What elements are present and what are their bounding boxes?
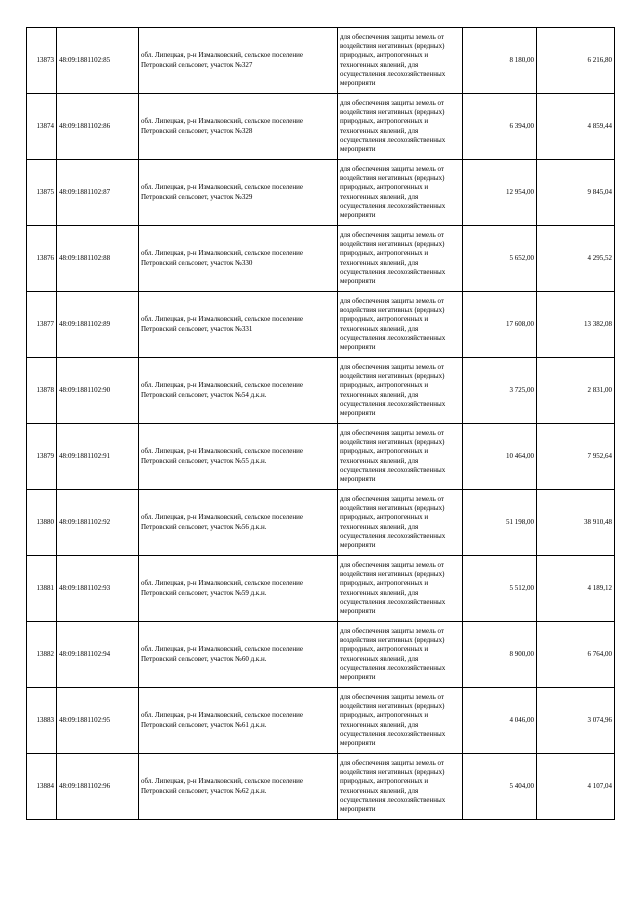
row-number: 13877 [27, 292, 57, 358]
cadastral-number: 48:09:1881102:85 [57, 28, 139, 94]
value-primary: 8 180,00 [463, 28, 537, 94]
table-body [27, 28, 615, 820]
value-secondary: 4 859,44 [537, 94, 615, 160]
value-primary: 17 608,00 [463, 292, 537, 358]
table-row [27, 622, 615, 688]
plot-address: обл. Липецкая, р-н Измалковский, сельское поселение Петровский сельсовет, участок №330 [139, 226, 338, 292]
plot-address: обл. Липецкая, р-н Измалковский, сельское поселение Петровский сельсовет, участок №62 д.к.н. [139, 754, 338, 820]
cadastral-number: 48:09:1881102:94 [57, 622, 139, 688]
table-row [27, 556, 615, 622]
plot-address: обл. Липецкая, р-н Измалковский, сельское поселение Петровский сельсовет, участок №60 д.к.н. [139, 622, 338, 688]
plot-purpose: для обеспечения защиты земель от воздействия негативных (вредных) природных, антропогенных и техногенных явлений, для осуществления лесохозяйственных мероприяти [338, 160, 463, 226]
plot-purpose: для обеспечения защиты земель от воздействия негативных (вредных) природных, антропогенных и техногенных явлений, для осуществления лесохозяйственных мероприяти [338, 28, 463, 94]
row-number: 13873 [27, 28, 57, 94]
value-secondary: 4 189,12 [537, 556, 615, 622]
value-primary: 51 198,00 [463, 490, 537, 556]
plot-address: обл. Липецкая, р-н Измалковский, сельское поселение Петровский сельсовет, участок №56 д.к.н. [139, 490, 338, 556]
cadastral-number: 48:09:1881102:90 [57, 358, 139, 424]
plot-purpose: для обеспечения защиты земель от воздействия негативных (вредных) природных, антропогенных и техногенных явлений, для осуществления лесохозяйственных мероприяти [338, 424, 463, 490]
value-primary: 4 046,00 [463, 688, 537, 754]
row-number: 13874 [27, 94, 57, 160]
value-primary: 5 652,00 [463, 226, 537, 292]
plot-address: обл. Липецкая, р-н Измалковский, сельское поселение Петровский сельсовет, участок №55 д.к.н. [139, 424, 338, 490]
plot-purpose: для обеспечения защиты земель от воздействия негативных (вредных) природных, антропогенных и техногенных явлений, для осуществления лесохозяйственных мероприяти [338, 292, 463, 358]
row-number: 13884 [27, 754, 57, 820]
cadastral-number: 48:09:1881102:88 [57, 226, 139, 292]
value-primary: 5 512,00 [463, 556, 537, 622]
plot-purpose: для обеспечения защиты земель от воздействия негативных (вредных) природных, антропогенных и техногенных явлений, для осуществления лесохозяйственных мероприяти [338, 358, 463, 424]
row-number: 13876 [27, 226, 57, 292]
value-primary: 10 464,00 [463, 424, 537, 490]
cadastral-number: 48:09:1881102:91 [57, 424, 139, 490]
row-number: 13882 [27, 622, 57, 688]
value-primary: 5 404,00 [463, 754, 537, 820]
row-number: 13878 [27, 358, 57, 424]
value-secondary: 4 295,52 [537, 226, 615, 292]
plot-purpose: для обеспечения защиты земель от воздействия негативных (вредных) природных, антропогенных и техногенных явлений, для осуществления лесохозяйственных мероприяти [338, 688, 463, 754]
cadastral-number: 48:09:1881102:93 [57, 556, 139, 622]
row-number: 13881 [27, 556, 57, 622]
table-row [27, 292, 615, 358]
plot-address: обл. Липецкая, р-н Измалковский, сельское поселение Петровский сельсовет, участок №327 [139, 28, 338, 94]
row-number: 13879 [27, 424, 57, 490]
row-number: 13880 [27, 490, 57, 556]
value-secondary: 4 107,04 [537, 754, 615, 820]
plot-purpose: для обеспечения защиты земель от воздействия негативных (вредных) природных, антропогенных и техногенных явлений, для осуществления лесохозяйственных мероприяти [338, 622, 463, 688]
value-secondary: 38 910,48 [537, 490, 615, 556]
value-secondary: 6 764,00 [537, 622, 615, 688]
value-secondary: 2 831,00 [537, 358, 615, 424]
plot-purpose: для обеспечения защиты земель от воздействия негативных (вредных) природных, антропогенных и техногенных явлений, для осуществления лесохозяйственных мероприяти [338, 226, 463, 292]
table-row [27, 358, 615, 424]
table-row [27, 28, 615, 94]
plot-address: обл. Липецкая, р-н Измалковский, сельское поселение Петровский сельсовет, участок №329 [139, 160, 338, 226]
table-row [27, 490, 615, 556]
plot-address: обл. Липецкая, р-н Измалковский, сельское поселение Петровский сельсовет, участок №331 [139, 292, 338, 358]
value-secondary: 9 845,04 [537, 160, 615, 226]
row-number: 13875 [27, 160, 57, 226]
value-secondary: 13 382,08 [537, 292, 615, 358]
plot-address: обл. Липецкая, р-н Измалковский, сельское поселение Петровский сельсовет, участок №61 д.к.н. [139, 688, 338, 754]
value-primary: 8 900,00 [463, 622, 537, 688]
cadastral-number: 48:09:1881102:96 [57, 754, 139, 820]
value-secondary: 3 074,96 [537, 688, 615, 754]
table-row [27, 94, 615, 160]
land-plots-table [26, 27, 615, 820]
value-primary: 12 954,00 [463, 160, 537, 226]
plot-purpose: для обеспечения защиты земель от воздействия негативных (вредных) природных, антропогенных и техногенных явлений, для осуществления лесохозяйственных мероприяти [338, 94, 463, 160]
table-row [27, 688, 615, 754]
plot-address: обл. Липецкая, р-н Измалковский, сельское поселение Петровский сельсовет, участок №328 [139, 94, 338, 160]
cadastral-number: 48:09:1881102:89 [57, 292, 139, 358]
cadastral-number: 48:09:1881102:87 [57, 160, 139, 226]
value-secondary: 6 216,80 [537, 28, 615, 94]
value-primary: 6 394,00 [463, 94, 537, 160]
cadastral-number: 48:09:1881102:86 [57, 94, 139, 160]
plot-address: обл. Липецкая, р-н Измалковский, сельское поселение Петровский сельсовет, участок №54 д.к.н. [139, 358, 338, 424]
cadastral-number: 48:09:1881102:95 [57, 688, 139, 754]
row-number: 13883 [27, 688, 57, 754]
value-primary: 3 725,00 [463, 358, 537, 424]
plot-purpose: для обеспечения защиты земель от воздействия негативных (вредных) природных, антропогенных и техногенных явлений, для осуществления лесохозяйственных мероприяти [338, 754, 463, 820]
table-row [27, 754, 615, 820]
table-row [27, 160, 615, 226]
plot-purpose: для обеспечения защиты земель от воздействия негативных (вредных) природных, антропогенных и техногенных явлений, для осуществления лесохозяйственных мероприяти [338, 556, 463, 622]
table-row [27, 424, 615, 490]
plot-address: обл. Липецкая, р-н Измалковский, сельское поселение Петровский сельсовет, участок №59 д.к.н. [139, 556, 338, 622]
plot-purpose: для обеспечения защиты земель от воздействия негативных (вредных) природных, антропогенных и техногенных явлений, для осуществления лесохозяйственных мероприяти [338, 490, 463, 556]
cadastral-number: 48:09:1881102:92 [57, 490, 139, 556]
value-secondary: 7 952,64 [537, 424, 615, 490]
table-row [27, 226, 615, 292]
